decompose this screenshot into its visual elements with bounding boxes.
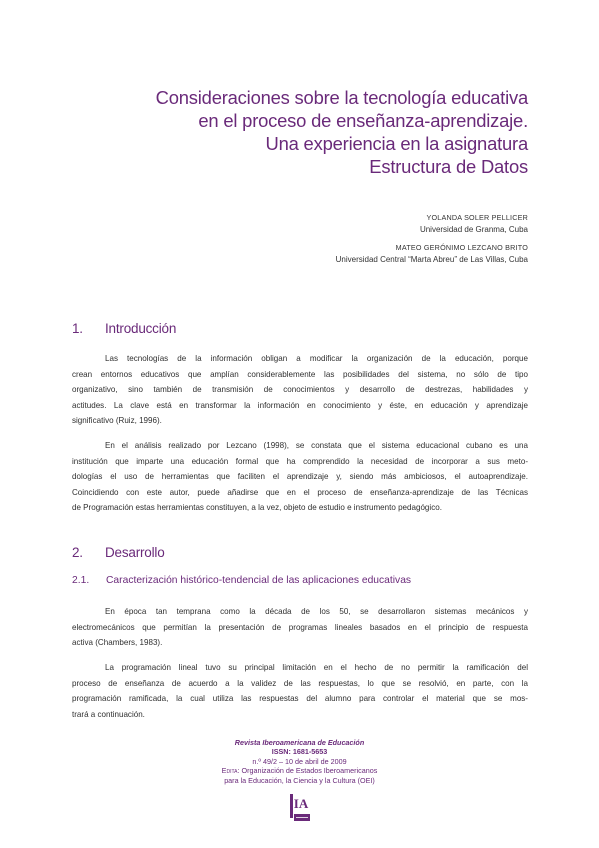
- text-line: significativo (Ruiz, 1996).: [72, 416, 162, 425]
- section-title: Introducción: [105, 321, 177, 336]
- text-line: trará a continuación.: [72, 709, 145, 719]
- text-line: electromecánicos que permitían la presentación de programas lineales basados en el principio de respuesta: [72, 622, 528, 632]
- text-line: La programación lineal tuvo su principal limitación en el hecho de no permitir la ramificación del: [105, 663, 528, 672]
- paragraph: [72, 438, 528, 516]
- journal-editor: [0, 766, 599, 775]
- article-title: [88, 86, 528, 178]
- paragraph: [72, 660, 528, 722]
- title-line: Estructura de Datos: [369, 156, 528, 177]
- logo-text: IA: [293, 796, 309, 811]
- text-line: institución que imparte una educación formal que ha comprendido la necesidad de incorporar a sus meto-: [72, 456, 528, 466]
- subsection-title: Caracterización histórico-tendencial de las aplicaciones educativas: [106, 575, 412, 586]
- title-line: Consideraciones sobre la tecnología educativa: [155, 87, 528, 108]
- section-number: 2.: [72, 545, 83, 560]
- subsection-heading: [72, 575, 411, 586]
- section-number: 1.: [72, 321, 83, 336]
- text-line: actitudes. La clave está en transformar la información en conocimiento y éste, en educación y aprendizaje: [72, 400, 528, 410]
- author-affiliation: Universidad de Granma, Cuba: [419, 225, 528, 234]
- journal-issue: n.º 49/2 – 10 de abril de 2009: [252, 756, 347, 766]
- author-affiliation: Universidad Central “Marta Abreu” de Las Villas, Cuba: [335, 255, 528, 264]
- section-heading-desarrollo: [72, 545, 165, 560]
- text-line: organizativo, sino también de transmisión de conocimientos y desarrollo de destrezas, habilidades y: [72, 385, 528, 394]
- journal-footer: [0, 738, 599, 785]
- subsection-number: 2.1.: [72, 575, 90, 586]
- text-line: programación ramificada, la cual utiliza las respuestas del alumno para controlar el material que se mos-: [72, 694, 528, 703]
- journal-editor-line2: para la Educación, la Ciencia y la Cultura (OEI): [224, 775, 375, 785]
- text-line: Las tecnologías de la información obligan a modificar la organización de la educación, porque: [105, 354, 528, 363]
- author-name: YOLANDA SOLER PELLICER: [426, 213, 528, 222]
- text-line: En época tan temprana como la década de los 50, se desarrollaron sistemas mecánicos y: [105, 607, 528, 616]
- text-line: dologías el uso de herramientas que faciliten el aprendizaje y, siendo más ambiciosos, el autoaprendizaje.: [72, 472, 528, 481]
- author-name: MATEO GERÓNIMO LEZCANO BRITO: [395, 243, 528, 252]
- text-line: crean entornos educativos que amplían considerablemente las posibilidades del sistema, no sólo de tipo: [72, 369, 528, 379]
- text-line: Coincidiendo con este autor, puede añadirse que en el proceso de enseñanza-aprendizaje de las Técnicas: [72, 487, 528, 497]
- authors-block: [336, 212, 528, 266]
- journal-issn: ISSN: 1681-5653: [271, 747, 328, 757]
- text-line: de Programación estas herramientas constituyen, a la vez, objeto de estudio e instrumento pedagógico.: [72, 503, 442, 512]
- paragraph: [72, 604, 528, 651]
- text-line: activa (Chambers, 1983).: [72, 638, 163, 647]
- section-title: Desarrollo: [105, 545, 165, 560]
- title-line: Una experiencia en la asignatura: [265, 133, 528, 154]
- editor-label: Edita:: [221, 766, 240, 776]
- oei-logo-icon: [289, 793, 311, 823]
- text-line: En el análisis realizado por Lezcano (1998), se constata que el sistema educacional cubano es una: [105, 441, 528, 450]
- section-heading-intro: [72, 321, 176, 336]
- journal-name: Revista Iberoamericana de Educación: [234, 738, 365, 747]
- title-line: en el proceso de enseñanza-aprendizaje.: [198, 110, 528, 131]
- paragraph: [72, 351, 528, 429]
- editor-org: Organización de Estados Iberoamericanos: [241, 766, 378, 776]
- text-line: proceso de enseñanza de acuerdo a la validez de las respuestas, lo que se resolvió, en parte, con la: [72, 678, 528, 688]
